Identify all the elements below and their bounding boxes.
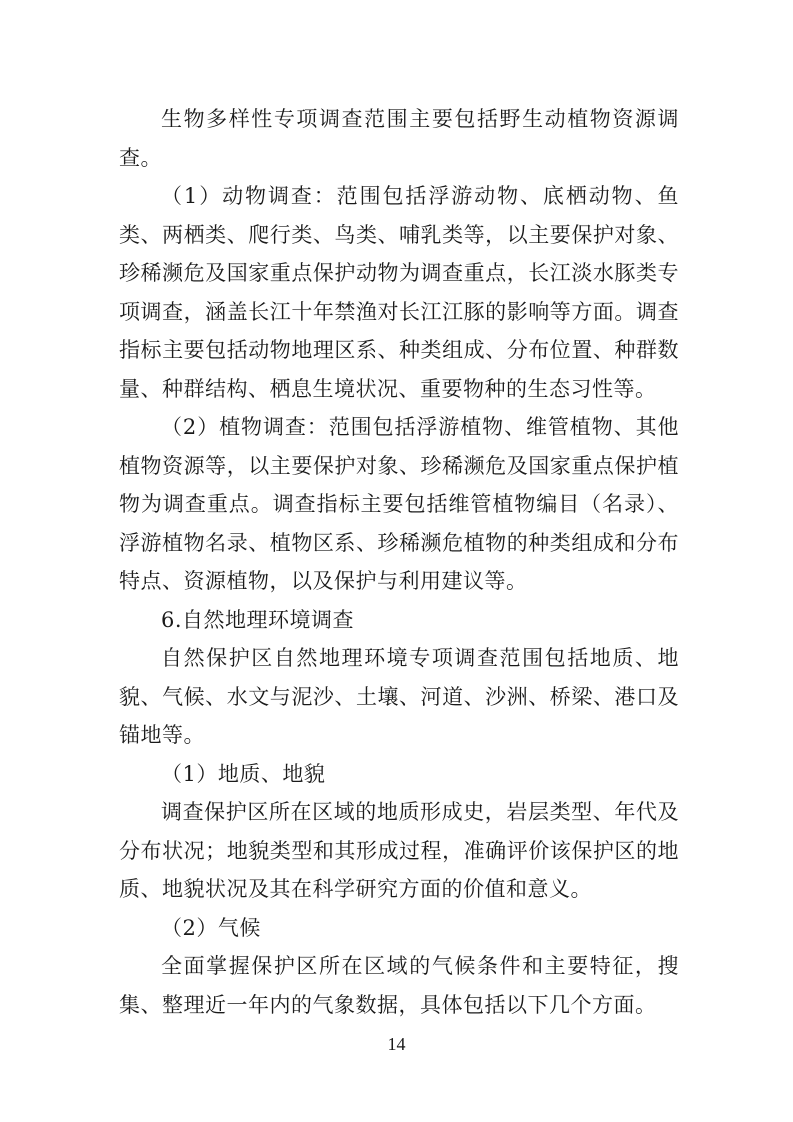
subheading-climate: （2）气候 (161, 915, 261, 940)
paragraph-geology-landform: 调查保护区所在区域的地质形成史，岩层类型、年代及分布状况；地貌类型和其形成过程，准确评价该保护区的地质、地貌状况及其在科学研究方面的价值和意义。 (119, 800, 679, 901)
paragraph-plant-survey: （2）植物调查：范围包括浮游植物、维管植物、其他植物资源等，以主要保护对象、珍稀濒危及国家重点保护植物为调查重点。调查指标主要包括维管植物编目（名录）、浮游植物名录、植物区系、珍稀濒危植物的种类组成和分布特点、资源植物，以及保护与利用建议等。 (119, 415, 679, 593)
subheading-geology-landform: （1）地质、地貌 (161, 761, 326, 786)
page-number: 14 (387, 1034, 406, 1054)
document-body (119, 100, 679, 1024)
paragraph-biodiversity-scope: 生物多样性专项调查范围主要包括野生动植物资源调查。 (119, 107, 679, 170)
section-heading-natural-geography: 6.自然地理环境调查 (161, 607, 355, 632)
paragraph-natural-geography-scope: 自然保护区自然地理环境专项调查范围包括地质、地貌、气候、水文与泥沙、土壤、河道、沙洲、桥梁、港口及锚地等。 (119, 646, 679, 747)
paragraph-climate: 全面掌握保护区所在区域的气候条件和主要特征，搜集、整理近一年内的气象数据，具体包括以下几个方面。 (119, 954, 679, 1017)
paragraph-animal-survey: （1）动物调查：范围包括浮游动物、底栖动物、鱼类、两栖类、爬行类、鸟类、哺乳类等，以主要保护对象、珍稀濒危及国家重点保护动物为调查重点，长江淡水豚类专项调查，涵盖长江十年禁渔对长江江豚的影响等方面。调查指标主要包括动物地理区系、种类组成、分布位置、种群数量、种群结构、栖息生境状况、重要物种的生态习性等。 (119, 184, 679, 401)
